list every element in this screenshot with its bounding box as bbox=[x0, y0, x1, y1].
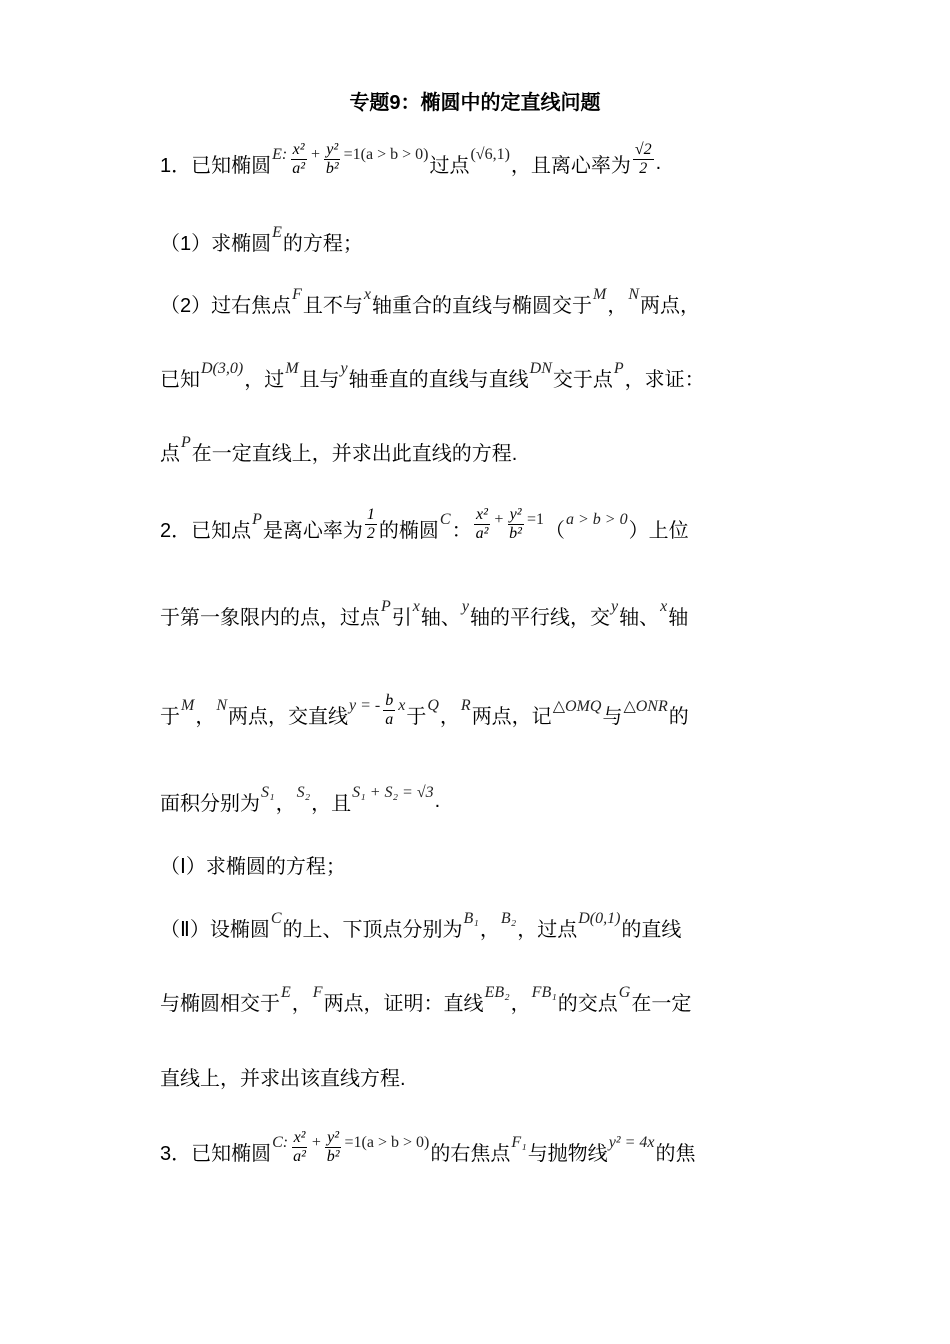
math-expression: E bbox=[272, 224, 282, 241]
text-segment: 的上、下顶点分别为 bbox=[282, 918, 463, 941]
text-segment: 1．已知椭圆 bbox=[160, 154, 272, 177]
text-segment: 两点， bbox=[640, 294, 701, 317]
fraction-denominator: b² bbox=[509, 524, 522, 542]
text-line bbox=[160, 1056, 406, 1096]
math-expression: M bbox=[593, 286, 607, 303]
math-expression: B₁ bbox=[463, 910, 479, 927]
math-expression: (√6,1) bbox=[470, 146, 510, 163]
text-segment: ， bbox=[510, 992, 531, 1015]
text-segment: 引 bbox=[391, 606, 412, 629]
text-segment: 直线上，并求出该直线方程. bbox=[160, 1067, 406, 1090]
math-expression: S₂ bbox=[296, 784, 311, 801]
fraction-numerator: x² bbox=[292, 140, 305, 158]
text-line bbox=[160, 431, 517, 471]
math-fraction bbox=[291, 1129, 308, 1166]
text-segment: 两点，证明：直线 bbox=[323, 992, 484, 1015]
math-expression: + bbox=[310, 146, 321, 163]
math-expression: y² = 4x bbox=[608, 1134, 655, 1151]
text-segment: 且不与 bbox=[302, 294, 363, 317]
text-segment: ， bbox=[195, 705, 216, 728]
text-segment: ： bbox=[451, 519, 472, 542]
text-segment: 于第一象限内的点，过点 bbox=[160, 606, 380, 629]
text-line bbox=[160, 140, 662, 183]
page-title: 专题9：椭圆中的定直线问题 bbox=[349, 92, 601, 114]
math-expression: a > b > 0 bbox=[566, 511, 628, 528]
math-fraction bbox=[383, 692, 395, 729]
text-segment: 两点，记 bbox=[471, 705, 552, 728]
math-expression: △ONR bbox=[623, 698, 668, 715]
math-expression: R bbox=[460, 697, 471, 714]
text-segment: 轴垂直的直线与直线 bbox=[348, 368, 529, 391]
text-segment: 在一定 bbox=[631, 992, 692, 1015]
math-expression: y bbox=[340, 360, 348, 377]
text-line bbox=[160, 505, 689, 548]
math-expression: y = - bbox=[349, 697, 381, 714]
math-expression: =1 bbox=[526, 511, 544, 528]
fraction-numerator: y² bbox=[327, 1128, 340, 1146]
math-expression: F bbox=[312, 984, 323, 1001]
fraction-denominator: a² bbox=[475, 524, 489, 542]
fraction-denominator: 2 bbox=[639, 159, 648, 177]
fraction-numerator: √2 bbox=[634, 140, 652, 158]
text-segment: 在一定直线上，并求出此直线的方程. bbox=[191, 442, 518, 465]
math-expression: F₁ bbox=[511, 1134, 527, 1151]
math-fraction bbox=[633, 141, 654, 178]
math-expression: x bbox=[398, 697, 406, 714]
math-expression: D(3,0) bbox=[201, 360, 244, 377]
text-segment: ，求证： bbox=[624, 368, 705, 391]
math-expression: N bbox=[216, 697, 227, 714]
text-line bbox=[160, 283, 700, 323]
math-expression: C bbox=[270, 910, 282, 927]
math-fraction bbox=[507, 506, 524, 543]
fraction-numerator: 1 bbox=[366, 505, 375, 523]
text-line bbox=[160, 357, 705, 397]
text-segment: 两点，交直线 bbox=[228, 705, 348, 728]
math-expression: DN bbox=[529, 360, 552, 377]
math-expression: y bbox=[611, 598, 619, 615]
text-segment: 过点 bbox=[429, 154, 470, 177]
text-segment: 的右焦点 bbox=[430, 1142, 511, 1165]
math-expression: =1(a > b > 0) bbox=[343, 146, 429, 163]
fraction-numerator: y² bbox=[326, 140, 339, 158]
math-expression: G bbox=[618, 984, 631, 1001]
fraction-denominator: a² bbox=[293, 1147, 306, 1165]
text-line bbox=[160, 907, 681, 947]
fraction-denominator: 2 bbox=[366, 524, 375, 542]
math-expression: F bbox=[292, 286, 302, 303]
math-expression: P bbox=[181, 434, 191, 451]
text-segment: 的交点 bbox=[557, 992, 618, 1015]
text-line bbox=[160, 595, 688, 635]
math-expression: M bbox=[181, 697, 195, 714]
math-expression: C: bbox=[272, 1134, 289, 1151]
text-line bbox=[160, 1128, 696, 1171]
text-line bbox=[160, 844, 346, 884]
text-segment: （ bbox=[545, 519, 565, 542]
text-segment: 轴的平行线，交 bbox=[470, 606, 610, 629]
text-segment: 轴重合的直线与椭圆交于 bbox=[372, 294, 593, 317]
text-segment: ）上位 bbox=[628, 519, 689, 542]
text-line bbox=[160, 691, 689, 734]
text-segment: 且与 bbox=[299, 368, 340, 391]
text-segment: 于 bbox=[160, 705, 180, 728]
math-expression: D(0,1) bbox=[578, 910, 621, 927]
text-segment: 点 bbox=[160, 442, 180, 465]
math-expression: S₁ + S₂ = √3 bbox=[352, 784, 434, 801]
math-expression: M bbox=[285, 360, 299, 377]
math-expression: P bbox=[252, 511, 262, 528]
math-fraction bbox=[365, 506, 377, 543]
text-segment: 是离心率为 bbox=[262, 519, 363, 542]
text-segment: 轴、 bbox=[420, 606, 461, 629]
text-segment: （1）求椭圆 bbox=[160, 232, 272, 255]
fraction-denominator: b² bbox=[325, 159, 339, 177]
text-segment: 的方程； bbox=[282, 232, 363, 255]
math-expression: P bbox=[613, 360, 624, 377]
text-segment: 的焦 bbox=[655, 1142, 696, 1165]
text-segment: 的直线 bbox=[621, 918, 682, 941]
math-expression: + bbox=[310, 1134, 322, 1151]
fraction-denominator: a² bbox=[292, 159, 306, 177]
fraction-denominator: a bbox=[385, 710, 394, 728]
text-segment: ， bbox=[479, 918, 500, 941]
math-expression: EB₂ bbox=[484, 984, 510, 1001]
math-expression: S₁ bbox=[261, 784, 275, 801]
math-expression: Q bbox=[427, 697, 439, 714]
math-expression: x bbox=[412, 598, 420, 615]
math-fraction bbox=[290, 141, 307, 178]
text-segment: 与抛物线 bbox=[527, 1142, 608, 1165]
fraction-numerator: b bbox=[385, 691, 394, 709]
math-expression: x bbox=[660, 598, 668, 615]
text-segment: ， bbox=[439, 705, 460, 728]
math-fraction bbox=[325, 1129, 342, 1166]
text-segment: 于 bbox=[406, 705, 427, 728]
text-segment: 与 bbox=[602, 705, 623, 728]
text-line bbox=[160, 781, 440, 821]
fraction-denominator: b² bbox=[326, 1147, 340, 1165]
math-expression: FB₁ bbox=[531, 984, 557, 1001]
math-expression: N bbox=[628, 286, 640, 303]
math-expression: x bbox=[363, 286, 372, 303]
text-line bbox=[160, 221, 363, 261]
math-expression: E bbox=[281, 984, 291, 1001]
math-expression: y bbox=[461, 598, 469, 615]
fraction-numerator: x² bbox=[476, 505, 488, 523]
math-fraction bbox=[474, 506, 491, 543]
text-segment: 与椭圆相交于 bbox=[160, 992, 280, 1015]
text-segment: ， bbox=[607, 294, 628, 317]
text-segment: 2．已知点 bbox=[160, 519, 252, 542]
fraction-numerator: x² bbox=[293, 1128, 306, 1146]
text-line bbox=[160, 981, 691, 1021]
math-expression: + bbox=[493, 511, 505, 528]
text-segment: 的 bbox=[668, 705, 689, 728]
math-expression: =1(a > b > 0) bbox=[344, 1134, 430, 1151]
text-segment: 面积分别为 bbox=[160, 792, 260, 815]
text-segment: 已知 bbox=[160, 368, 200, 391]
math-expression: C bbox=[439, 511, 451, 528]
math-expression: △OMQ bbox=[552, 698, 602, 715]
text-segment: . bbox=[434, 789, 441, 812]
math-fraction bbox=[324, 141, 341, 178]
text-segment: 的椭圆 bbox=[378, 519, 439, 542]
text-segment: ， bbox=[275, 792, 296, 815]
math-expression: B₂ bbox=[500, 910, 517, 927]
math-expression: P bbox=[381, 598, 391, 615]
text-segment: （Ⅱ）设椭圆 bbox=[160, 918, 270, 941]
text-segment: 3．已知椭圆 bbox=[160, 1142, 272, 1165]
text-segment: 轴、 bbox=[619, 606, 660, 629]
text-segment: ，过点 bbox=[517, 918, 578, 941]
text-segment: ， bbox=[291, 992, 312, 1015]
text-segment: （Ⅰ）求椭圆的方程； bbox=[160, 855, 346, 878]
text-segment: ，且 bbox=[311, 792, 352, 815]
text-segment: （2）过右焦点 bbox=[160, 294, 292, 317]
text-segment: ，过 bbox=[244, 368, 285, 391]
text-segment: 交于点 bbox=[552, 368, 613, 391]
text-segment: 轴 bbox=[668, 606, 689, 629]
text-segment: . bbox=[655, 151, 662, 174]
fraction-numerator: y² bbox=[509, 505, 522, 523]
math-expression: E: bbox=[272, 146, 288, 163]
text-segment: ，且离心率为 bbox=[510, 154, 631, 177]
